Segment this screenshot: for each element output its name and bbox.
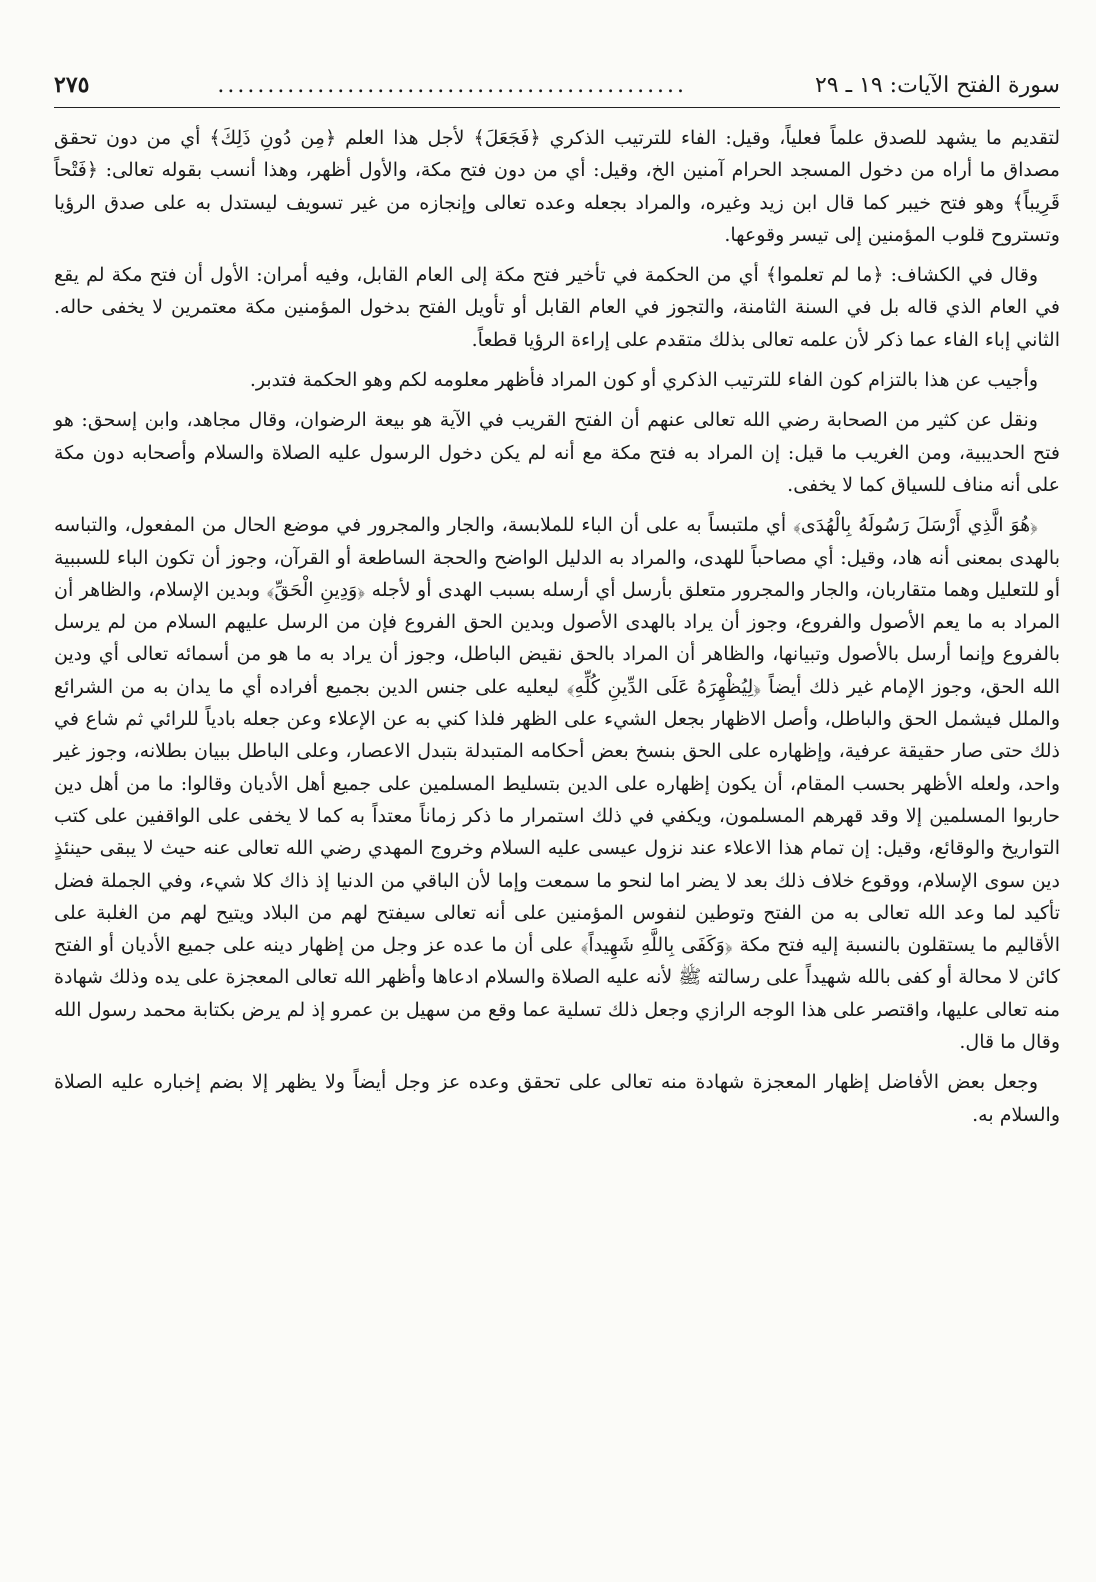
running-header [54, 70, 1060, 108]
surah-title: سورة الفتح الآيات: ١٩ ـ ٢٩ [814, 73, 1060, 98]
leader-dots: ............................................... [217, 73, 688, 98]
paragraph-6: وجعل بعض الأفاضل إظهار المعجزة شهادة منه تعالى على تحقق وعده عز وجل أيضاً ولا يظهر إلا بضم إخباره عليه الصلاة والسلام به. [54, 1071, 1060, 1126]
paragraph-4: ونقل عن كثير من الصحابة رضي الله تعالى عنهم أن الفتح القريب في الآية هو بيعة الرضوان، وقال مجاهد، وابن إسحق: هو فتح الحديبية، ومن الغريب ما قيل: إن المراد به فتح مكة مع أنه لم يكن دخول الرسول عليه الصلاة والسلام وأصحابه دون مكة على أنه مناف للسياق كما لا يخفى. [54, 409, 1060, 496]
paragraph-3: وأجيب عن هذا بالتزام كون الفاء للترتيب الذكري أو كون المراد فأظهر معلومه لكم وهو الحكمة فتدبر. [249, 369, 1038, 392]
page-number: ٢٧٥ [54, 72, 90, 98]
paragraph-5: ﴿هُوَ الَّذِي أَرْسَلَ رَسُولَهُ بِالْهُدَى﴾ أي ملتبساً به على أن الباء للملابسة، والجار والمجرور في موضع الحال من المفعول، والتباسه بالهدى بمعنى أنه هاد، وقيل: أي مصاحباً للهدى، والمراد به الدليل الواضح والحجة الساطعة أو القرآن، وجوز أن تكون الباء للسببية أو للتعليل وهما متقاربان، والجار والمجرور متعلق بأرسل أي أرسله بسبب الهدى أو لأجله ﴿وَدِينِ الْحَقِّ﴾ وبدين الإسلام، والظاهر أن المراد به ما يعم الأصول والفروع، وجوز أن يراد بالهدى الأصول وبدين الحق الفروع فإن من الرسل عليهم السلام من لم يرسل بالفروع وإنما أرسل بالأصول وتبيانها، والظاهر أن المراد بالحق نقيض الباطل، وجوز أن يراد به ما هو من أسمائه تعالى أي ودين الله الحق، وجوز الإمام غير ذلك أيضاً ﴿لِيُظْهِرَهُ عَلَى الدِّينِ كُلِّهِ﴾ ليعليه على جنس الدين بجميع أفراده أي ما يدان به من الشرائع والملل فيشمل الحق والباطل، وأصل الاظهار بجعل الشيء على الظهر فلذا كني به عن الإعلاء وعن جعله بادياً للرائي ثم شاع في ذلك حتى صار حقيقة عرفية، وإظهاره على الحق بنسخ بعض أحكامه المتبدلة بتبدل الاعصار، وعلى الباطل ببيان بطلانه، وجوز غير واحد، ولعله الأظهر بحسب المقام، أن يكون إظهاره على الدين بتسليط المسلمين على جميع أهل الأديان وقالوا: ما من أهل دين حاربوا المسلمين إلا وقد قهرهم المسلمون، ويكفي في ذلك استمرار ما ذكر زماناً معتداً به كما لا يخفى على الواقفين على كتب التواريخ والوقائع، وقيل: إن تمام هذا الاعلاء عند نزول عيسى عليه السلام وخروج المهدي رضي الله تعالى عنه حيث لا يبقى حينئذٍ دين سوى الإسلام، ووقوع خلاف ذلك بعد لا يضر اما لنحو ما سمعت وإما لأن الباقي من الدنيا إذ ذاك كلا شيء، وفي الجملة فضل تأكيد لما وعد الله تعالى به من الفتح وتوطين لنفوس المؤمنين على أنه تعالى سيفتح لهم من البلاد ويتيح لهم من الغلبة على الأقاليم ما يستقلون بالنسبة إليه فتح مكة ﴿وَكَفَى بِاللَّهِ شَهِيداً﴾ على أن ما عده عز وجل من إظهار دينه على جميع الأديان أو الفتح كائن لا محالة أو كفى بالله شهيداً على رسالته ﷺ لأنه عليه الصلاة والسلام ادعاها وأظهر الله تعالى المعجزة على يده وذلك شهادة منه تعالى عليها، واقتصر على هذا الوجه الرازي وجعل ذلك تسلية عما وقع من سهيل بن عمرو إذ لم يرض بكتابة محمد رسول الله وقال ما قال. [54, 514, 1060, 1054]
paragraph-2: وقال في الكشاف: ﴿ما لم تعلموا﴾ أي من الحكمة في تأخير فتح مكة إلى العام القابل، وفيه أمران: الأول أن فتح مكة لم يقع في العام الذي قاله بل في السنة الثامنة، والتجوز في العام القابل أو تأويل الفتح بدخول المؤمنين مكة معتمرين لا يخفى حاله. الثاني إباء الفاء عما ذكر لأن علمه تعالى بذلك متقدم على إراءة الرؤيا قطعاً. [54, 264, 1060, 351]
body-text [54, 122, 1060, 1131]
paragraph-1: لتقديم ما يشهد للصدق علماً فعلياً، وقيل: الفاء للترتيب الذكري ﴿فَجَعَلَ﴾ لأجل هذا العلم ﴿مِن دُونِ ذَلِكَ﴾ أي من دون تحقق مصداق ما أراه من دخول المسجد الحرام آمنين الخ، وقيل: أي من دون فتح مكة، والأول أظهر، وهذا أنسب بقوله تعالى: ﴿فَتْحاً قَرِيباً﴾ وهو فتح خيبر كما قال ابن زيد وغيره، والمراد بجعله وعده تعالى وإنجازه من غير تسويف ليستدل به على صدق الرؤيا وتستروح قلوب المؤمنين إلى تيسر وقوعها. [54, 127, 1060, 246]
